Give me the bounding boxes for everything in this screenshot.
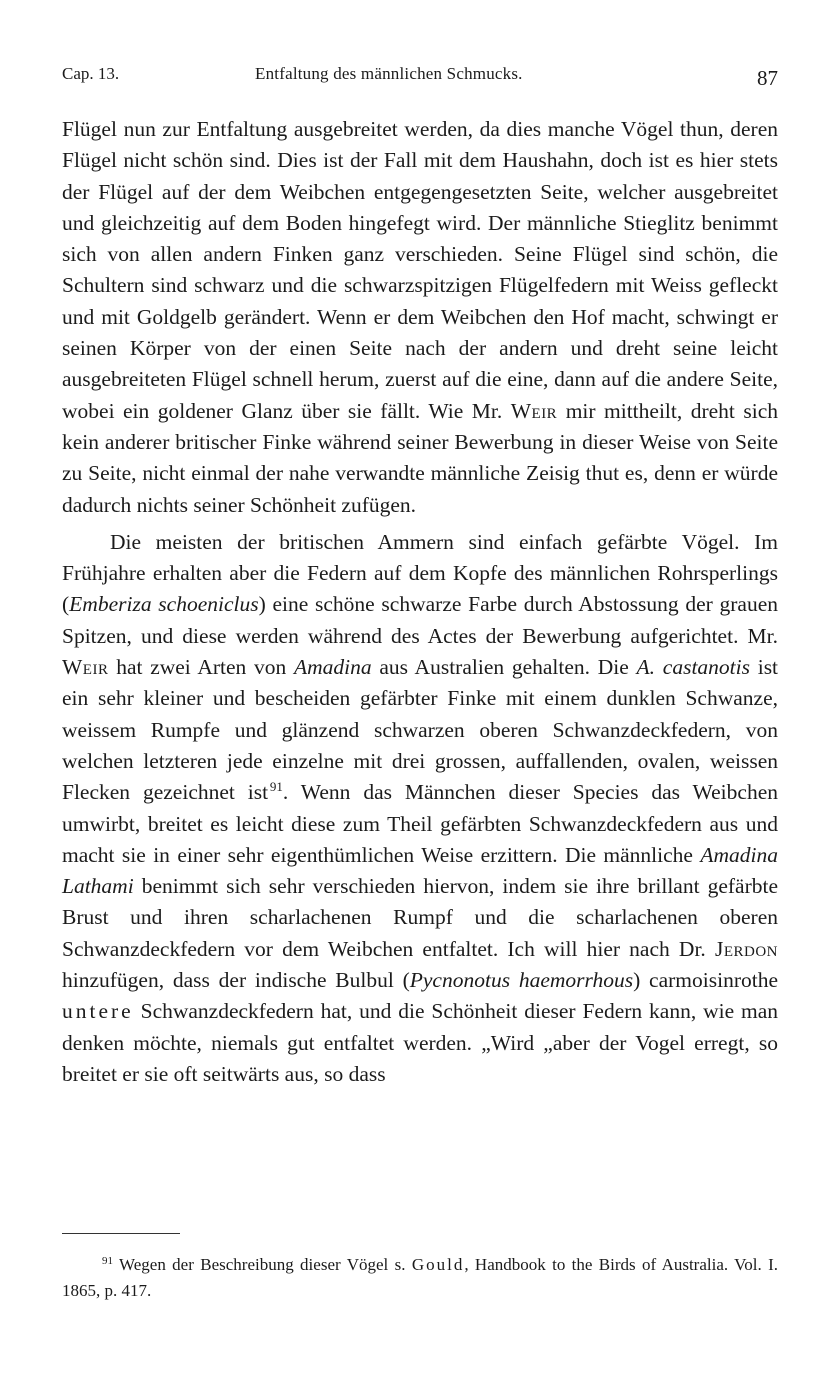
paragraph-2-text-5: ist ein sehr kleiner und bescheiden gefärbter Finke mit einem dunklen Schwanze, weissem Rumpfe und glänzend schwarzen oberen Schwanzdeckfedern, von welchen letzteren jede einzelne mit drei grossen, auffallenden, ovalen, weissen Flecken gezeichnet ist	[62, 655, 779, 805]
paragraph-1-text: Flügel nun zur Entfaltung ausgebreitet werden, da dies manche Vögel thun, deren Flügel nicht schön sind. Dies ist der Fall mit dem Haushahn, doch ist es hier stets der Flügel auf der dem Weibchen entgegengesetzten Seite, welcher ausgebreitet und gleichzeitig auf dem Boden hingefegt wird. Der männliche Stieglitz benimmt sich von allen andern Finken ganz verschieden. Seine Flügel sind schön, die Schultern sind schwarz und die schwarzspitzigen Flügelfedern mit Weiss gefleckt und mit Goldgelb gerändert. Wenn er dem Weibchen den Hof macht, schwingt er seinen Körper von der einen Seite nach der andern und dreht seine leicht ausgebreiteten Flügel schnell herum, zuerst auf die eine, dann auf die andere Seite, wobei ein goldener Glanz über sie fällt. Wie Mr.	[62, 117, 778, 423]
paragraph-2-text-4: aus Australien gehalten. Die	[379, 655, 629, 680]
paragraph-2-text-7: benimmt sich sehr verschieden hiervon, indem sie ihre brillant gefärbte Brust und ihren scharlachenen Rumpf und die scharlachenen oberen Schwanzdeckfedern vor dem Weibchen entfaltet. Ich will hier nach Dr.	[62, 874, 778, 961]
paragraph-2-text-2: ) eine schöne schwarze Farbe durch Abstossung der grauen Spitzen, und diese werden während des Actes der Bewerbung aufgerichtet. Mr.	[62, 592, 778, 648]
chapter-label: Cap. 13.	[62, 64, 120, 83]
person-name-jerdon: Jerdon	[714, 936, 778, 961]
species-name-lathami: Amadina Lathami	[62, 842, 778, 899]
person-name-weir: Weir	[510, 398, 558, 423]
emphasized-word: untere	[62, 999, 134, 1024]
species-name-emberiza: Emberiza schoeniclus	[69, 592, 259, 617]
paragraph-2-text-10: Schwanzdeckfedern hat, und die Schönheit dieser Federn kann, wie man denken möchte, niemals gut entfaltet werden. „Wird „aber der Vogel erregt, so breitet er sie oft seitwärts aus, so dass	[62, 999, 779, 1086]
footnote-divider	[62, 1233, 180, 1234]
paragraph-2	[62, 527, 778, 1090]
species-name-pycnonotus: Pycnonotus haemorrhous	[409, 968, 634, 993]
person-name-weir-2: Weir	[62, 655, 109, 680]
paragraph-2-text-8: hinzufügen, dass der indische Bulbul (	[62, 968, 410, 993]
paragraph-1	[62, 114, 778, 521]
footnote-text-1: Wegen der Beschreibung dieser Vögel s.	[119, 1255, 406, 1274]
footnote-author: Gould	[411, 1255, 465, 1274]
paragraph-2-text-6: . Wenn das Männchen dieser Species das Weibchen umwirbt, breitet es leicht diese zum Theil gefärbten Schwanzdeckfedern aus und macht sie in einer sehr eigenthümlichen Weise erzittern. Die männliche	[62, 780, 778, 867]
species-name-castanotis: A. castanotis	[636, 655, 750, 680]
genus-name-amadina: Amadina	[293, 655, 372, 680]
paragraph-1-text-continued: mir mittheilt, dreht sich kein anderer britischer Finke während seiner Bewerbung in dieser Weise von Seite zu Seite, nicht einmal der nahe verwandte männliche Zeisig thut es, denn er würde dadurch nichts seiner Schönheit zufügen.	[62, 398, 779, 517]
paragraph-2-text-3: hat zwei Arten von	[116, 655, 287, 680]
page-header	[62, 64, 778, 94]
main-text	[62, 114, 778, 1090]
footnote: 91 Wegen der Beschreibung dieser Vögel s. Gould, Handbook to the Birds of Australia. Vol. I. 1865, p. 417.	[62, 1255, 778, 1300]
footnote-text-2: , Handbook to the Birds of Australia. Vol. I. 1865, p. 417.	[62, 1255, 778, 1300]
running-title: Entfaltung des männlichen Schmucks.	[255, 64, 523, 83]
footnote-reference[interactable]: 91	[269, 779, 283, 795]
paragraph-2-text-1: Die meisten der britischen Ammern sind einfach gefärbte Vögel. Im Frühjahre erhalten aber die Federn auf dem Kopfe des männlichen Rohrsperlings (	[62, 529, 778, 617]
page-number: 87	[757, 66, 778, 90]
paragraph-2-text-9: ) carmoisinrothe	[633, 968, 778, 993]
